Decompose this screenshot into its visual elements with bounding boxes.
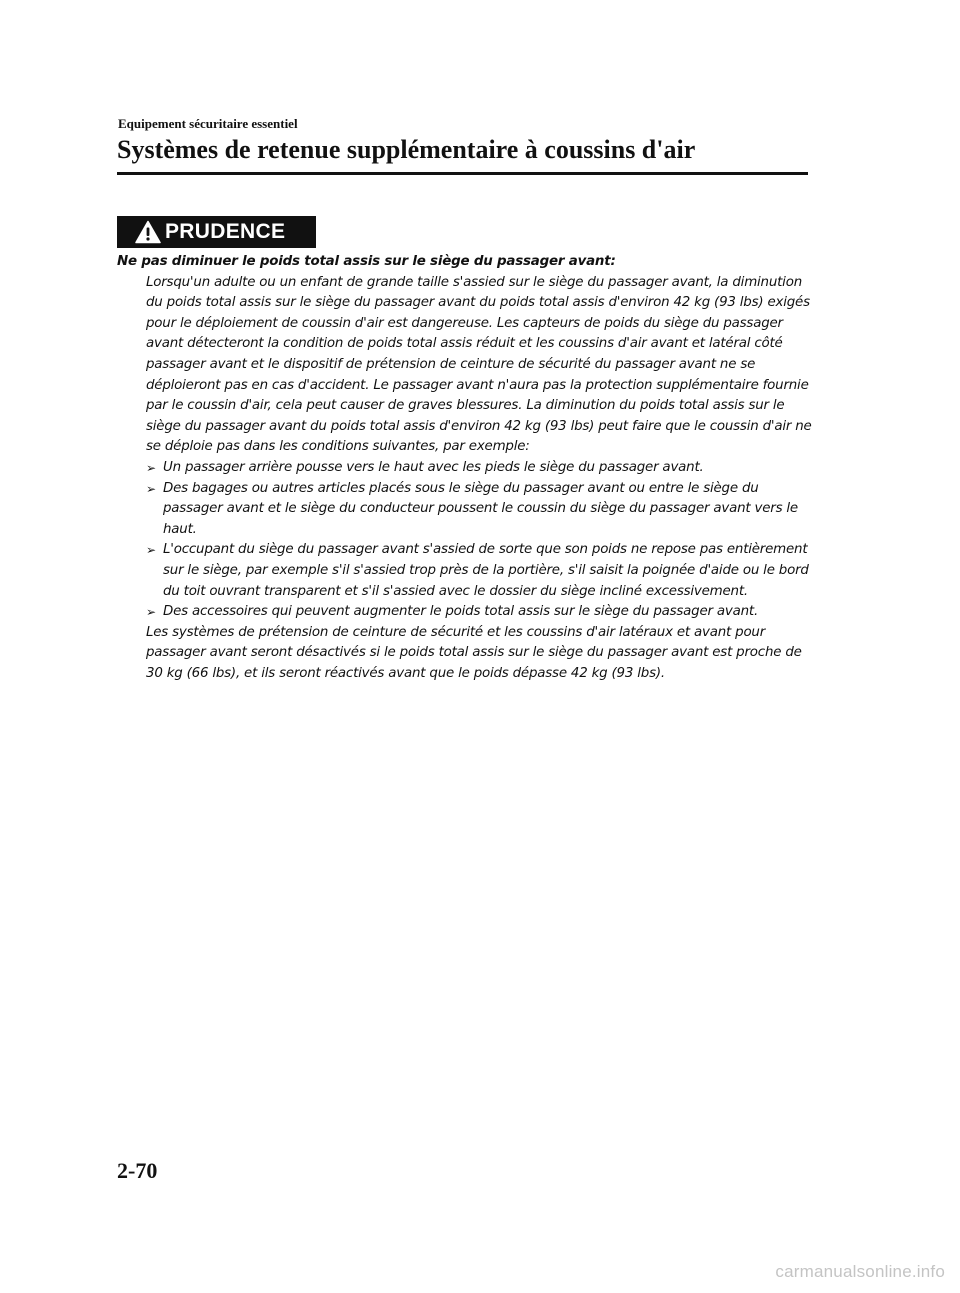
watermark: carmanualsonline.info <box>775 1262 945 1281</box>
arrow-bullet-icon: ➢ <box>146 460 156 475</box>
arrow-bullet-icon: ➢ <box>146 543 156 558</box>
caution-label: PRUDENCE <box>165 220 286 243</box>
section-label: Equipement sécuritaire essentiel <box>118 116 298 131</box>
caution-lead: Ne pas diminuer le poids total assis sur le siège du passager avant: <box>117 254 616 269</box>
arrow-bullet-icon: ➢ <box>146 481 156 496</box>
bullet-text: Un passager arrière pousse vers le haut avec les pieds le siège du passager avant. <box>163 459 704 475</box>
list-item <box>146 602 817 623</box>
arrow-bullet-icon: ➢ <box>146 605 156 620</box>
list-item <box>146 458 817 479</box>
caution-closing: Les systèmes de prétension de ceinture de sécurité et les coussins d'air latéraux et avant pour passager avant seront désactivés si le poids total assis sur le siège du passager avant est proche de 30 kg (66 lbs), et ils seront réactivés avant que le poids dépasse 42 kg (93 lbs). <box>146 624 802 681</box>
page-number: 2-70 <box>117 1158 158 1183</box>
warning-triangle-icon <box>135 220 161 244</box>
page-title: Systèmes de retenue supplémentaire à coussins d'air <box>117 135 696 164</box>
bullet-text: Des bagages ou autres articles placés sous le siège du passager avant ou entre le siège du passager avant et le siège du conducteur poussent le coussin du siège du passager avant vers le haut. <box>163 480 798 537</box>
header-rule <box>117 172 808 175</box>
caution-intro: Lorsqu'un adulte ou un enfant de grande taille s'assied sur le siège du passager avant, la diminution du poids total assis sur le siège du passager avant du poids total assis d'environ 42 kg (93 lbs) exigés pour le déploiement de coussin d'air est dangereuse. Les capteurs de poids du siège du passager avant détecteront la condition de poids total assis réduit et les coussins d'air avant et latéral côté passager avant et le dispositif de prétension de ceinture de sécurité du passager avant ne se déploieront pas en cas d'accident. Le passager avant n'aura pas la protection supplémentaire fournie par le coussin d'air, cela peut causer de graves blessures. La diminution du poids total assis sur le siège du passager avant du poids total assis d'environ 42 kg (93 lbs) peut faire que le coussin d'air ne se déploie pas dans les conditions suivantes, par exemple: <box>146 274 812 455</box>
caution-badge <box>117 216 316 248</box>
caution-body <box>117 252 817 684</box>
list-item <box>146 479 817 541</box>
bullet-text: L'occupant du siège du passager avant s'assied de sorte que son poids ne repose pas entièrement sur le siège, par exemple s'il s'assied trop près de la portière, s'il saisit la poignée d'aide ou le bord du toit ouvrant transparent et s'il s'assied avec le dossier du siège incliné excessivement. <box>163 542 809 599</box>
bullet-text: Des accessoires qui peuvent augmenter le poids total assis sur le siège du passager avant. <box>163 604 759 620</box>
list-item <box>146 540 817 602</box>
caution-bullet-list <box>117 458 817 623</box>
